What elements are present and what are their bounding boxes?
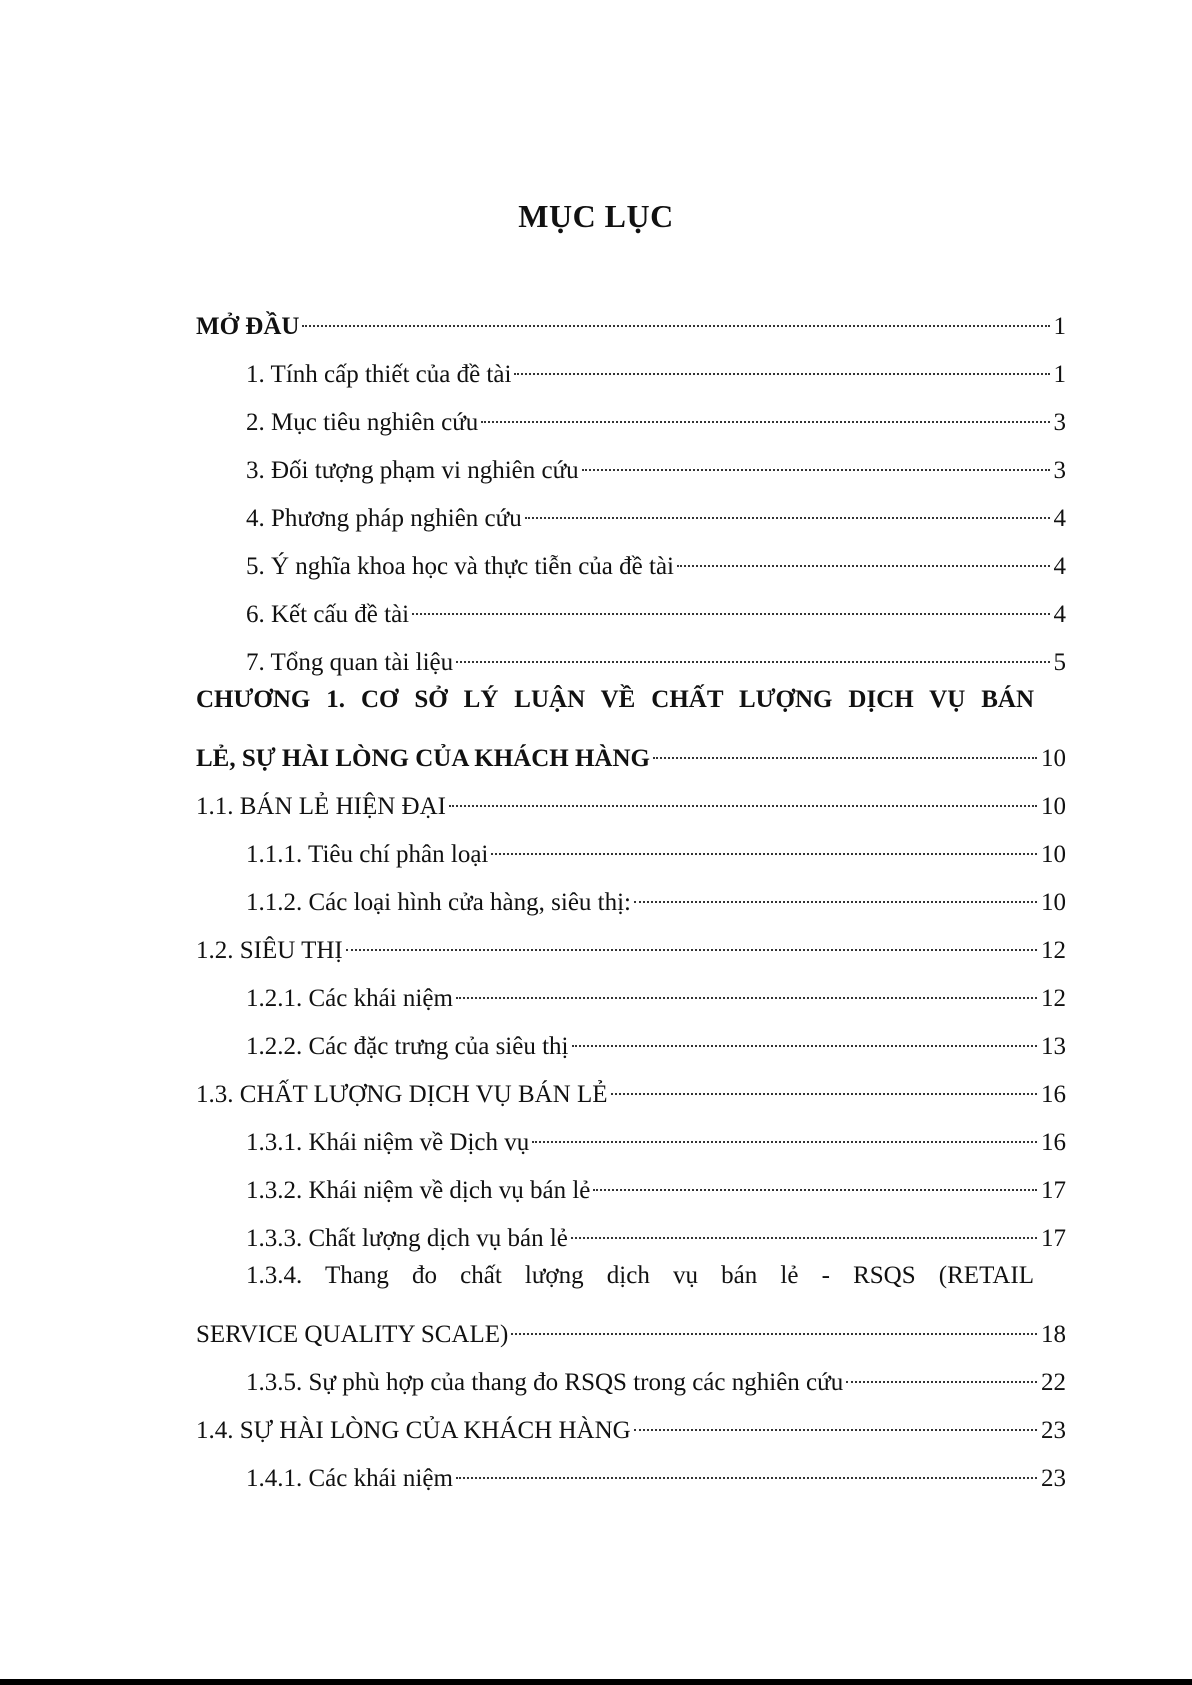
toc-entry-page: 13 — [1041, 1033, 1066, 1060]
toc-entry-chapter-1-cont[interactable] — [196, 730, 1066, 772]
toc-entry-page: 3 — [1053, 409, 1066, 436]
toc-entry-page: 16 — [1041, 1081, 1066, 1108]
dot-leader — [571, 1210, 1037, 1246]
toc-entry-1-3-4-cont[interactable] — [196, 1306, 1066, 1348]
dot-leader — [677, 538, 1050, 574]
dot-leader — [846, 1354, 1037, 1390]
dot-leader — [346, 922, 1037, 958]
toc-entry-page: 4 — [1053, 601, 1066, 628]
toc-entry-label: 1.4. SỰ HÀI LÒNG CỦA KHÁCH HÀNG — [196, 1417, 631, 1444]
toc-entry-label: SERVICE QUALITY SCALE) — [196, 1321, 509, 1348]
toc-entry-3[interactable] — [246, 442, 1066, 484]
toc-entry-page: 10 — [1041, 745, 1066, 772]
toc-entry-page: 23 — [1041, 1417, 1066, 1444]
dot-leader — [525, 490, 1050, 526]
toc-entry-label: 1.4.1. Các khái niệm — [246, 1465, 453, 1492]
dot-leader — [634, 874, 1037, 910]
toc-entry-1-4-1[interactable] — [246, 1450, 1066, 1492]
toc-entry-page: 17 — [1041, 1177, 1066, 1204]
dot-leader — [511, 1306, 1037, 1342]
toc-entry-1-2[interactable] — [196, 922, 1066, 964]
toc-entry-label: 1.1.1. Tiêu chí phân loại — [246, 841, 489, 868]
toc-entry-4[interactable] — [246, 490, 1066, 532]
dot-leader — [582, 442, 1050, 478]
toc-entry-page: 16 — [1041, 1129, 1066, 1156]
toc-entry-5[interactable] — [246, 538, 1066, 580]
toc-entry-page: 22 — [1041, 1369, 1066, 1396]
toc-entry-7[interactable] — [246, 634, 1066, 676]
dot-leader — [449, 778, 1037, 814]
dot-leader — [302, 298, 1049, 334]
toc-entry-label: 6. Kết cấu đề tài — [246, 601, 410, 628]
toc-entry-1-3-5[interactable] — [246, 1354, 1066, 1396]
toc-entry-page: 17 — [1041, 1225, 1066, 1252]
toc-entry-page: 5 — [1053, 649, 1066, 676]
toc-entry-label: 3. Đối tượng phạm vi nghiên cứu — [246, 457, 579, 484]
dot-leader — [593, 1162, 1037, 1198]
dot-leader — [412, 586, 1049, 622]
dot-leader — [653, 730, 1037, 766]
toc-entry-1-1-2[interactable] — [246, 874, 1066, 916]
toc-entry-label: 1.2. SIÊU THỊ — [196, 937, 343, 964]
toc-entry-6[interactable] — [246, 586, 1066, 628]
toc-entry-label: 7. Tổng quan tài liệu — [246, 649, 454, 676]
toc-entry-label: 4. Phương pháp nghiên cứu — [246, 505, 522, 532]
toc-entry-label: 1.3.3. Chất lượng dịch vụ bán lẻ — [246, 1225, 568, 1252]
toc-entry-page: 1 — [1053, 313, 1066, 340]
dot-leader — [532, 1114, 1037, 1150]
toc-entry-2[interactable] — [246, 394, 1066, 436]
toc-entry-1-3-3[interactable] — [246, 1210, 1066, 1252]
toc-entry-label: 1. Tính cấp thiết của đề tài — [246, 361, 512, 388]
toc-entry-label: 1.3.4. Thang đo chất lượng dịch vụ bán lẻ - RSQS (RETAIL — [246, 1262, 1034, 1289]
dot-leader — [456, 634, 1049, 670]
toc-entry-mo-dau[interactable] — [196, 298, 1066, 340]
toc-entry-label: 1.1.2. Các loại hình cửa hàng, siêu thị: — [246, 889, 631, 916]
toc-entry-1-3-1[interactable] — [246, 1114, 1066, 1156]
dot-leader — [634, 1402, 1037, 1438]
toc-entry-page: 3 — [1053, 457, 1066, 484]
toc-entry-1-2-1[interactable] — [246, 970, 1066, 1012]
toc-entry-label: 1.1. BÁN LẺ HIỆN ĐẠI — [196, 793, 446, 820]
toc-entry-chapter-1[interactable] — [196, 682, 1034, 718]
dot-leader — [481, 394, 1049, 430]
toc-entry-1-2-2[interactable] — [246, 1018, 1066, 1060]
dot-leader — [456, 1450, 1037, 1486]
toc-entry-label: LẺ, SỰ HÀI LÒNG CỦA KHÁCH HÀNG — [196, 745, 650, 772]
dot-leader — [611, 1066, 1037, 1102]
toc-entry-1-3-4[interactable] — [246, 1258, 1034, 1294]
toc-entry-page: 18 — [1041, 1321, 1066, 1348]
toc-entry-page: 10 — [1041, 793, 1066, 820]
toc-entry-1-3-2[interactable] — [246, 1162, 1066, 1204]
toc-entry-label: MỞ ĐẦU — [196, 313, 300, 340]
toc-entry-page: 12 — [1041, 985, 1066, 1012]
toc-entry-label: 5. Ý nghĩa khoa học và thực tiễn của đề tài — [246, 553, 674, 580]
toc-entry-label: 1.2.2. Các đặc trưng của siêu thị — [246, 1033, 569, 1060]
toc-entry-label: 1.3.2. Khái niệm về dịch vụ bán lẻ — [246, 1177, 591, 1204]
toc-entry-label: 2. Mục tiêu nghiên cứu — [246, 409, 479, 436]
toc-entry-page: 10 — [1041, 889, 1066, 916]
toc-entry-page: 12 — [1041, 937, 1066, 964]
toc-entry-label: 1.3.5. Sự phù hợp của thang đo RSQS trong các nghiên cứu — [246, 1369, 844, 1396]
toc-entry-1-1-1[interactable] — [246, 826, 1066, 868]
bottom-border — [0, 1679, 1192, 1685]
toc-entry-1-4[interactable] — [196, 1402, 1066, 1444]
toc-entry-page: 1 — [1053, 361, 1066, 388]
dot-leader — [491, 826, 1037, 862]
toc-entry-label: 1.2.1. Các khái niệm — [246, 985, 453, 1012]
toc-entry-1[interactable] — [246, 346, 1066, 388]
toc-entry-label: 1.3.1. Khái niệm về Dịch vụ — [246, 1129, 530, 1156]
toc-entry-1-3[interactable] — [196, 1066, 1066, 1108]
toc-entry-label: CHƯƠNG 1. CƠ SỞ LÝ LUẬN VỀ CHẤT LƯỢNG DỊCH VỤ BÁN — [196, 686, 1034, 713]
toc-entry-page: 23 — [1041, 1465, 1066, 1492]
dot-leader — [572, 1018, 1038, 1054]
dot-leader — [456, 970, 1037, 1006]
toc-entry-1-1[interactable] — [196, 778, 1066, 820]
toc-entry-page: 10 — [1041, 841, 1066, 868]
toc-entry-page: 4 — [1053, 553, 1066, 580]
dot-leader — [514, 346, 1049, 382]
toc-title: MỤC LỤC — [518, 198, 674, 234]
toc-entry-label: 1.3. CHẤT LƯỢNG DỊCH VỤ BÁN LẺ — [196, 1081, 608, 1108]
toc-entry-page: 4 — [1053, 505, 1066, 532]
